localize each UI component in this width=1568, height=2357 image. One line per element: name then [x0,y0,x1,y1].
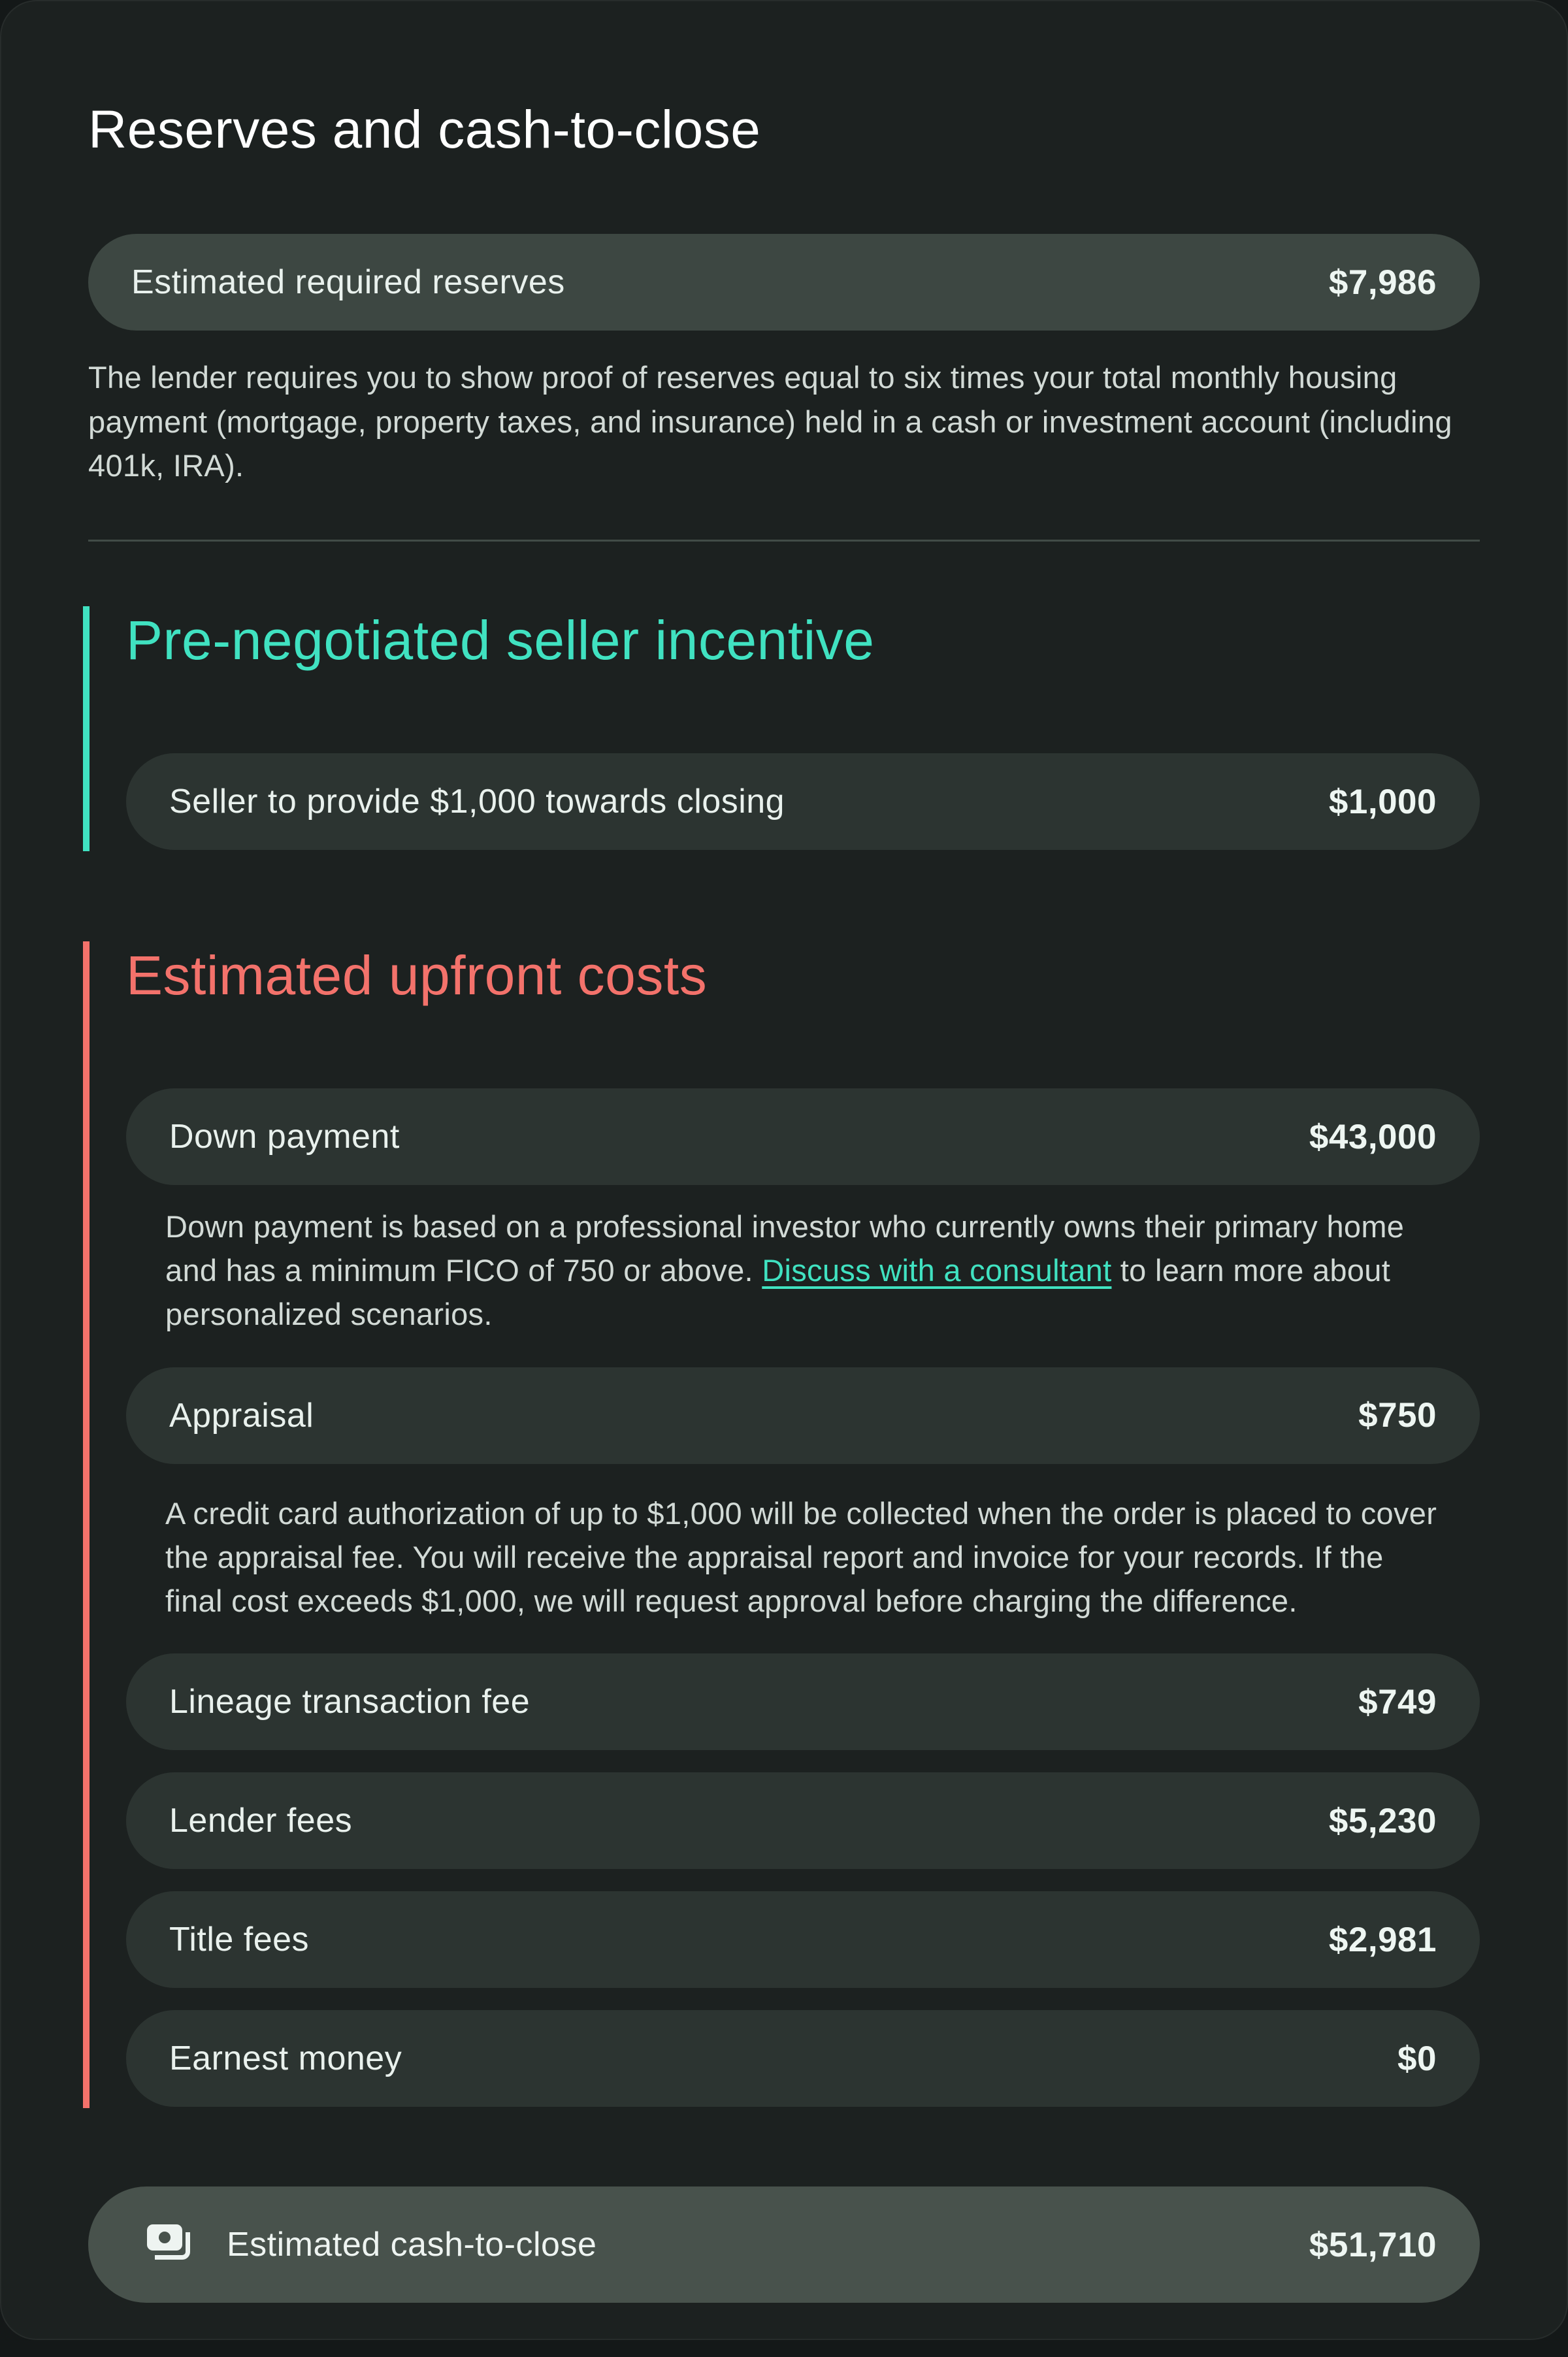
seller-incentive-section [83,606,1480,851]
seller-incentive-row [126,753,1480,850]
lineage-transaction-fee-row [126,1653,1480,1750]
reserves-description: The lender requires you to show proof of reserves equal to six times your total monthly housing payment (mortgage, property taxes, and insurance) held in a cash or investment account (including 401k, IRA). [88,360,1452,483]
estimated-cash-to-close-row [88,2186,1480,2303]
down-payment-note-text: Down payment is based on a professional investor who currently owns their primary home and has a minimum FICO of 750 or above. [165,1209,1405,1288]
lender-fees-row [126,1772,1480,1869]
lineage-transaction-fee-label: Lineage transaction fee [169,1683,531,1721]
appraisal-note: A credit card authorization of up to $1,000 will be collected when the order is placed to cover the appraisal fee. You will receive the appraisal report and invoice for your records. If the final cost exceeds $1,000, we will request approval before charging the difference. [165,1495,1437,1619]
seller-incentive-label: Seller to provide $1,000 towards closing [169,783,785,821]
earnest-money-row [126,2010,1480,2107]
upfront-costs-heading: Estimated upfront costs [126,945,708,1006]
down-payment-label: Down payment [169,1118,400,1156]
lender-fees-label: Lender fees [169,1802,353,1840]
seller-incentive-value: $1,000 [1328,782,1437,821]
lender-fees-value: $5,230 [1328,1801,1437,1840]
down-payment-note [126,1205,1480,1337]
down-payment-note-text-after: to learn more about personalized scenarios. [165,1253,1391,1332]
seller-incentive-heading: Pre-negotiated seller incentive [126,610,875,671]
lineage-transaction-fee-value: $749 [1358,1682,1437,1721]
page-title: Reserves and cash-to-close [88,100,761,159]
payments-icon [147,2224,191,2265]
title-fees-value: $2,981 [1328,1920,1437,1959]
required-reserves-value: $7,986 [1328,263,1437,302]
down-payment-row [126,1088,1480,1185]
appraisal-row [126,1367,1480,1464]
discuss-with-consultant-link[interactable]: Discuss with a consultant [762,1253,1112,1288]
required-reserves-row [88,234,1480,331]
earnest-money-value: $0 [1397,2039,1437,2078]
appraisal-value: $750 [1358,1396,1437,1435]
appraisal-label: Appraisal [169,1396,314,1435]
estimated-cash-to-close-label: Estimated cash-to-close [227,2226,597,2264]
earnest-money-label: Earnest money [169,2040,402,2078]
upfront-costs-section [83,941,1480,2108]
down-payment-value: $43,000 [1309,1117,1437,1156]
estimated-cash-to-close-value: $51,710 [1309,2225,1437,2264]
required-reserves-label: Estimated required reserves [131,263,565,302]
section-divider [88,540,1480,542]
title-fees-row [126,1891,1480,1988]
title-fees-label: Title fees [169,1921,310,1959]
